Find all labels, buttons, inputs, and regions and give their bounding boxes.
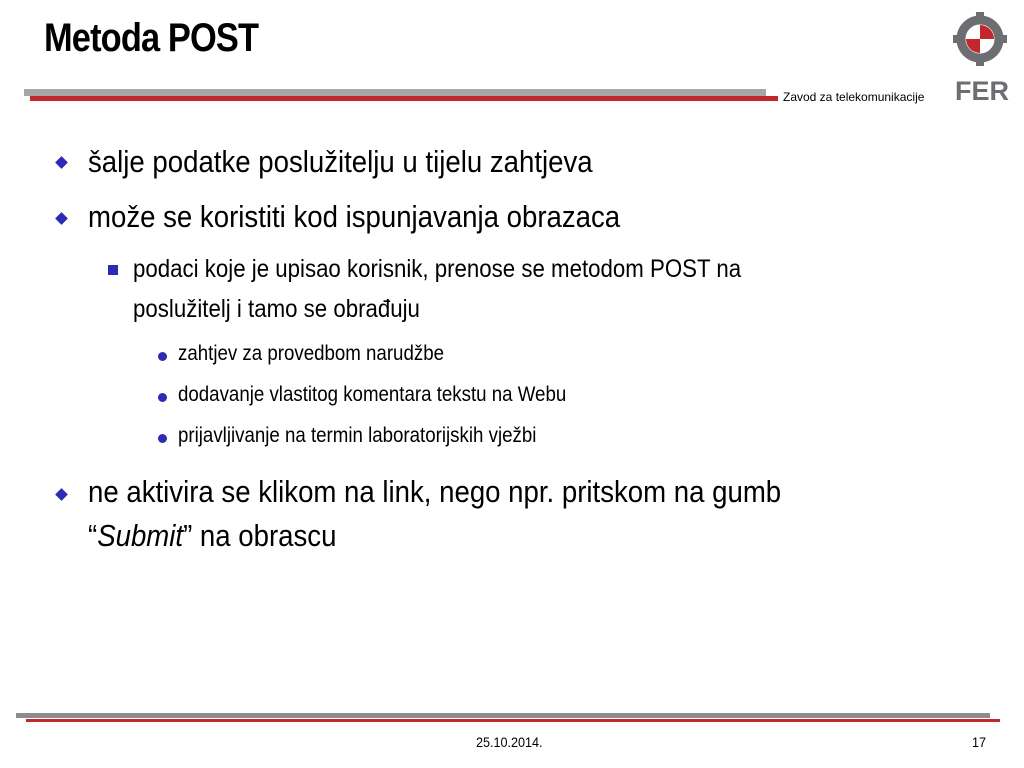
bullet-text: šalje podatke poslužitelju u tijelu zahtjeva <box>88 144 593 179</box>
sub-bullet-text: podaci koje je upisao korisnik, prenose se metodom POST na <box>133 255 742 283</box>
dot-bullet-icon <box>158 393 167 402</box>
fer-gear-icon <box>953 12 1007 66</box>
dot-bullet-icon <box>158 352 167 361</box>
bullet-text: može se koristiti kod ispunjavanja obrazaca <box>88 199 621 234</box>
header-gray-rule <box>24 89 766 96</box>
bullet-text: ne aktivira se klikom na link, nego npr. pritskom na gumb <box>88 474 782 509</box>
sub-sub-bullet-text: prijavljivanje na termin laboratorijskih vježbi <box>178 424 537 447</box>
footer-red-rule <box>26 719 1000 722</box>
footer-gray-rule <box>16 713 990 718</box>
slide-title: Metoda POST <box>44 16 259 60</box>
sub-bullet-text-continued: poslužitelj i tamo se obrađuju <box>133 295 420 323</box>
page-number: 17 <box>972 734 987 750</box>
bullet-text-continued <box>88 518 336 554</box>
square-bullet-icon <box>108 265 118 275</box>
fer-logo <box>952 12 1012 104</box>
sub-sub-bullet-text: zahtjev za provedbom narudžbe <box>178 342 444 365</box>
diamond-bullet-icon <box>55 156 68 169</box>
department-name: Zavod za telekomunikacije <box>783 90 925 104</box>
sub-sub-bullet-text: dodavanje vlastitog komentara tekstu na Webu <box>178 383 567 406</box>
open-quote: “ <box>88 518 98 553</box>
slide-date: 25.10.2014. <box>476 734 543 750</box>
diamond-bullet-icon <box>55 488 68 501</box>
dot-bullet-icon <box>158 434 167 443</box>
header-red-rule <box>30 96 778 101</box>
diamond-bullet-icon <box>55 212 68 225</box>
submit-term: Submit <box>97 518 184 553</box>
logo-text: FER <box>955 76 1009 104</box>
bullet-text-rest: ” na obrascu <box>183 518 337 553</box>
